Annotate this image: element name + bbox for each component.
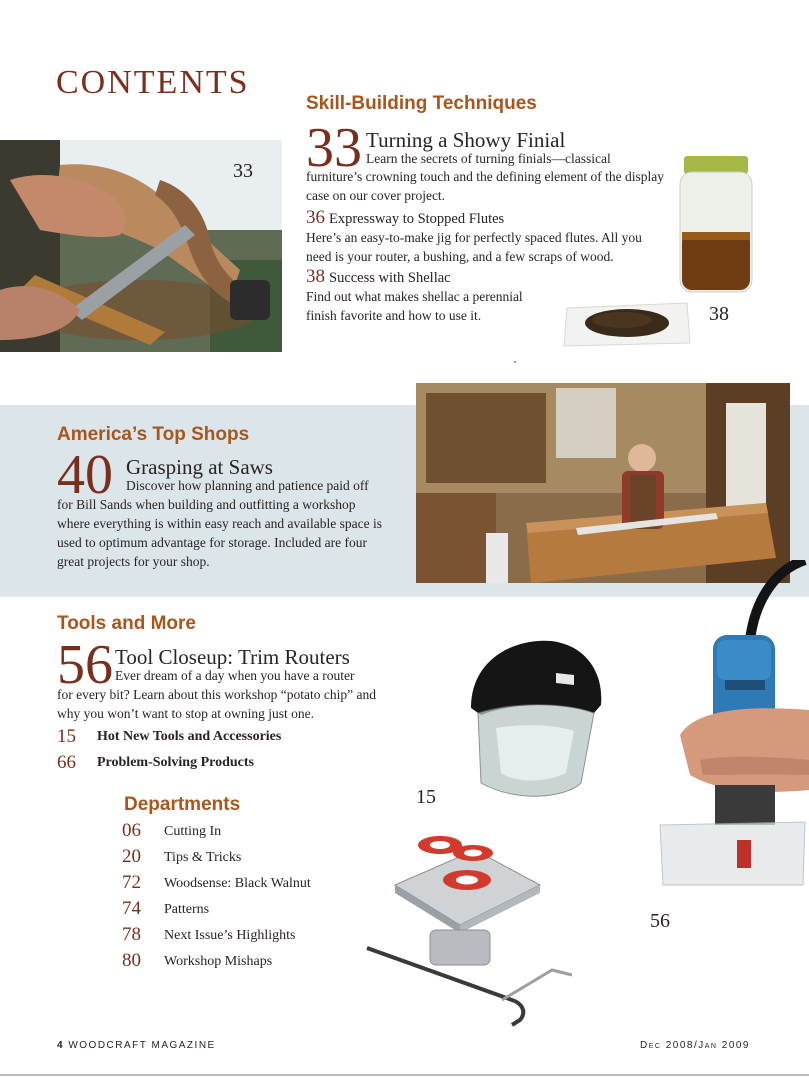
item-number: 38 — [306, 266, 325, 287]
feature-desc-first-line: Learn the secrets of turning finials—classical — [366, 151, 611, 166]
item-number: 06 — [122, 820, 141, 841]
item-title: Woodsense: Black Walnut — [164, 876, 311, 891]
helmet-photo-label: 15 — [416, 786, 436, 808]
feature-desc-first-line: Ever dream of a day when you have a router — [115, 668, 355, 683]
item-title: Problem-Solving Products — [97, 755, 254, 770]
issue-date: Dec 2008/Jan 2009 — [640, 1040, 750, 1051]
department-item — [122, 898, 382, 924]
shellac-jar-photo — [676, 154, 756, 294]
department-item — [122, 924, 382, 950]
feature-number: 56 — [57, 634, 113, 696]
item-title: Hot New Tools and Accessories — [97, 729, 282, 744]
feature-desc: furniture’s crowning touch and the defining element of the display case on our cover project. — [306, 169, 665, 203]
feature-title: Tool Closeup: Trim Routers — [115, 645, 350, 669]
tools-item — [57, 726, 357, 750]
feature-desc: for Bill Sands when building and outfitting a workshop where everything is within easy reach and available space is used to optimum advantage for storage. Included are four great projects for your shop. — [57, 497, 382, 569]
feature-desc-first-line: Discover how planning and patience paid off — [126, 478, 369, 493]
skill-item — [306, 207, 671, 229]
item-title: Expressway to Stopped Flutes — [329, 211, 505, 227]
bottom-rule — [0, 1074, 809, 1076]
router-photo-label: 56 — [650, 910, 670, 932]
feature-desc: for every bit? Learn about this workshop “potato chip” and why you won’t want to stop at owning just one. — [57, 687, 377, 721]
department-item — [122, 846, 382, 872]
item-desc: Here’s an easy-to-make jig for perfectly spaced flutes. All you need is your router, a bushing, and a few scraps of wood. — [306, 230, 642, 264]
tools-item — [57, 752, 357, 776]
shellac-flakes-photo — [562, 298, 692, 348]
item-title: Tips & Tricks — [164, 850, 242, 865]
lathe-photo-label: 33 — [233, 160, 253, 182]
item-number: 36 — [306, 207, 325, 228]
footer-left — [57, 1040, 216, 1051]
item-number: 20 — [122, 846, 141, 867]
jar-photo-label: 38 — [709, 303, 729, 325]
trim-router-photo — [655, 560, 809, 890]
skill-item — [306, 266, 671, 288]
item-title: Workshop Mishaps — [164, 954, 273, 969]
shops-heading: America’s Top Shops — [57, 424, 250, 445]
item-desc: Find out what makes shellac a perennial finish favorite and how to use it. — [306, 289, 523, 323]
item-number: 78 — [122, 924, 141, 945]
tools-heading: Tools and More — [57, 613, 196, 634]
feature-title: Turning a Showy Finial — [366, 128, 566, 152]
item-title: Next Issue’s Highlights — [164, 928, 296, 943]
skill-heading: Skill-Building Techniques — [306, 93, 537, 114]
feature-title: Grasping at Saws — [126, 455, 273, 479]
face-shield-helmet-photo — [456, 633, 606, 803]
item-number: 80 — [122, 950, 141, 971]
department-item — [122, 950, 382, 976]
router-guide-rod-photo — [362, 940, 577, 1030]
item-number: 74 — [122, 898, 141, 919]
departments-heading: Departments — [124, 794, 241, 815]
department-item — [122, 872, 382, 898]
page-title: CONTENTS — [56, 64, 250, 101]
item-number: 66 — [57, 752, 76, 773]
dot-mark — [514, 361, 516, 363]
item-title: Patterns — [164, 902, 210, 917]
feature-number: 33 — [306, 117, 362, 179]
item-number: 15 — [57, 726, 76, 747]
item-title: Cutting In — [164, 824, 222, 839]
page-number: 4 — [57, 1040, 65, 1051]
magazine-name: WOODCRAFT MAGAZINE — [68, 1040, 216, 1051]
workshop-photo — [416, 383, 790, 583]
item-title: Success with Shellac — [329, 270, 451, 286]
feature-number: 40 — [57, 444, 113, 506]
item-number: 72 — [122, 872, 141, 893]
department-item — [122, 820, 382, 846]
